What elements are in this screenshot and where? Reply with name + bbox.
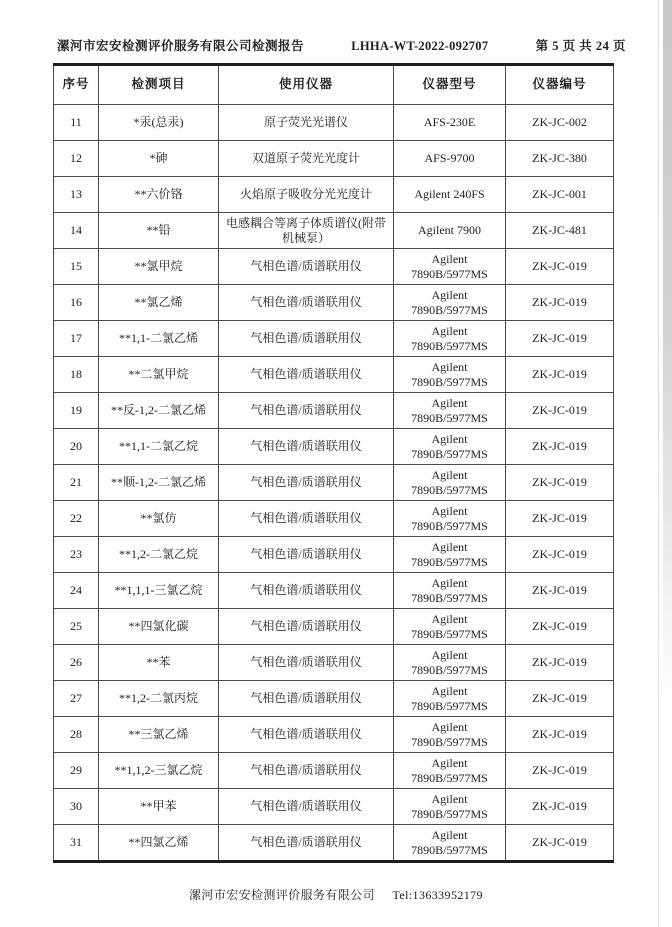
- cell-serial: ZK-JC-019: [506, 357, 614, 393]
- cell-model: AFS-9700: [394, 141, 506, 177]
- cell-model: Agilent 7890B/5977MS: [394, 249, 506, 285]
- cell-serial: ZK-JC-019: [506, 537, 614, 573]
- cell-no: 31: [54, 825, 99, 862]
- cell-no: 28: [54, 717, 99, 753]
- cell-model: Agilent 7890B/5977MS: [394, 825, 506, 862]
- table-row: [54, 501, 614, 537]
- table-row: [54, 573, 614, 609]
- report-title: 漯河市宏安检测评价服务有限公司检测报告: [57, 39, 305, 53]
- cell-serial: ZK-JC-019: [506, 249, 614, 285]
- cell-no: 14: [54, 213, 99, 249]
- table-row: [54, 609, 614, 645]
- cell-item: **四氯乙烯: [99, 825, 219, 862]
- cell-serial: ZK-JC-019: [506, 429, 614, 465]
- cell-item: **三氯乙烯: [99, 717, 219, 753]
- cell-serial: ZK-JC-019: [506, 393, 614, 429]
- scan-edge-line: [658, 0, 659, 927]
- page-header: [57, 36, 626, 54]
- table-row: [54, 429, 614, 465]
- cell-serial: ZK-JC-019: [506, 789, 614, 825]
- cell-item: *砷: [99, 141, 219, 177]
- cell-item: **甲苯: [99, 789, 219, 825]
- cell-no: 13: [54, 177, 99, 213]
- table-row: [54, 825, 614, 862]
- cell-model: Agilent 7890B/5977MS: [394, 573, 506, 609]
- cell-model: Agilent 7890B/5977MS: [394, 789, 506, 825]
- instrument-table-head: [54, 65, 614, 105]
- table-row: [54, 537, 614, 573]
- column-header-serial: 仪器编号: [506, 65, 614, 105]
- cell-serial: ZK-JC-019: [506, 645, 614, 681]
- table-row: [54, 789, 614, 825]
- cell-serial: ZK-JC-019: [506, 321, 614, 357]
- cell-no: 24: [54, 573, 99, 609]
- cell-no: 20: [54, 429, 99, 465]
- cell-no: 17: [54, 321, 99, 357]
- cell-model: Agilent 240FS: [394, 177, 506, 213]
- cell-model: Agilent 7890B/5977MS: [394, 681, 506, 717]
- footer-telephone: Tel:13633952179: [392, 888, 483, 902]
- cell-no: 26: [54, 645, 99, 681]
- cell-instrument: 气相色谱/质谱联用仪: [219, 501, 394, 537]
- cell-instrument: 气相色谱/质谱联用仪: [219, 681, 394, 717]
- cell-instrument: 气相色谱/质谱联用仪: [219, 465, 394, 501]
- cell-no: 16: [54, 285, 99, 321]
- cell-no: 19: [54, 393, 99, 429]
- cell-model: Agilent 7890B/5977MS: [394, 285, 506, 321]
- cell-model: Agilent 7890B/5977MS: [394, 357, 506, 393]
- cell-item: **1,2-二氯乙烷: [99, 537, 219, 573]
- cell-model: Agilent 7890B/5977MS: [394, 645, 506, 681]
- table-row: [54, 465, 614, 501]
- cell-serial: ZK-JC-002: [506, 105, 614, 141]
- cell-item: **氯甲烷: [99, 249, 219, 285]
- cell-instrument: 气相色谱/质谱联用仪: [219, 573, 394, 609]
- table-row: [54, 321, 614, 357]
- cell-no: 11: [54, 105, 99, 141]
- cell-item: **四氯化碳: [99, 609, 219, 645]
- cell-no: 29: [54, 753, 99, 789]
- table-row: [54, 249, 614, 285]
- cell-serial: ZK-JC-019: [506, 825, 614, 862]
- cell-instrument: 气相色谱/质谱联用仪: [219, 753, 394, 789]
- cell-model: Agilent 7890B/5977MS: [394, 537, 506, 573]
- cell-instrument: 气相色谱/质谱联用仪: [219, 537, 394, 573]
- cell-no: 21: [54, 465, 99, 501]
- cell-instrument: 气相色谱/质谱联用仪: [219, 609, 394, 645]
- cell-model: Agilent 7890B/5977MS: [394, 717, 506, 753]
- cell-item: **氯乙烯: [99, 285, 219, 321]
- cell-instrument: 气相色谱/质谱联用仪: [219, 393, 394, 429]
- cell-serial: ZK-JC-019: [506, 753, 614, 789]
- table-row: [54, 177, 614, 213]
- cell-model: Agilent 7890B/5977MS: [394, 465, 506, 501]
- column-header-model: 仪器型号: [394, 65, 506, 105]
- table-row: [54, 141, 614, 177]
- table-row: [54, 681, 614, 717]
- table-row: [54, 213, 614, 249]
- cell-item: **顺-1,2-二氯乙烯: [99, 465, 219, 501]
- cell-item: **铅: [99, 213, 219, 249]
- cell-instrument: 气相色谱/质谱联用仪: [219, 825, 394, 862]
- cell-instrument: 电感耦合等离子体质谱仪(附带机械泵）: [219, 213, 394, 249]
- report-number: LHHA-WT-2022-092707: [351, 39, 489, 53]
- page-footer: [6, 886, 666, 903]
- cell-serial: ZK-JC-001: [506, 177, 614, 213]
- cell-serial: ZK-JC-019: [506, 501, 614, 537]
- column-header-instrument: 使用仪器: [219, 65, 394, 105]
- cell-instrument: 气相色谱/质谱联用仪: [219, 285, 394, 321]
- cell-instrument: 原子荧光光谱仪: [219, 105, 394, 141]
- cell-item: **1,2-二氯丙烷: [99, 681, 219, 717]
- cell-item: **1,1,1-三氯乙烷: [99, 573, 219, 609]
- cell-model: Agilent 7890B/5977MS: [394, 753, 506, 789]
- cell-no: 23: [54, 537, 99, 573]
- cell-instrument: 气相色谱/质谱联用仪: [219, 717, 394, 753]
- table-row: [54, 645, 614, 681]
- cell-item: **氯仿: [99, 501, 219, 537]
- table-row: [54, 105, 614, 141]
- cell-item: **六价铬: [99, 177, 219, 213]
- cell-instrument: 气相色谱/质谱联用仪: [219, 645, 394, 681]
- scan-edge-shadow: [663, 0, 672, 700]
- cell-item: **苯: [99, 645, 219, 681]
- cell-serial: ZK-JC-019: [506, 465, 614, 501]
- cell-model: Agilent 7890B/5977MS: [394, 429, 506, 465]
- cell-instrument: 火焰原子吸收分光光度计: [219, 177, 394, 213]
- instrument-table-body: [54, 105, 614, 862]
- cell-no: 12: [54, 141, 99, 177]
- instrument-table: [53, 63, 614, 863]
- cell-no: 18: [54, 357, 99, 393]
- cell-model: Agilent 7890B/5977MS: [394, 393, 506, 429]
- column-header-item: 检测项目: [99, 65, 219, 105]
- cell-no: 27: [54, 681, 99, 717]
- cell-serial: ZK-JC-481: [506, 213, 614, 249]
- cell-model: AFS-230E: [394, 105, 506, 141]
- cell-item: **1,1,2-三氯乙烷: [99, 753, 219, 789]
- cell-serial: ZK-JC-019: [506, 681, 614, 717]
- footer-company: 漯河市宏安检测评价服务有限公司: [189, 888, 376, 902]
- cell-item: **1,1-二氯乙烯: [99, 321, 219, 357]
- cell-instrument: 气相色谱/质谱联用仪: [219, 249, 394, 285]
- cell-no: 22: [54, 501, 99, 537]
- table-row: [54, 753, 614, 789]
- cell-model: Agilent 7900: [394, 213, 506, 249]
- cell-item: *汞(总汞): [99, 105, 219, 141]
- cell-no: 30: [54, 789, 99, 825]
- cell-serial: ZK-JC-019: [506, 573, 614, 609]
- cell-serial: ZK-JC-380: [506, 141, 614, 177]
- page-number-label: 第 5 页 共 24 页: [535, 39, 626, 53]
- table-row: [54, 357, 614, 393]
- cell-serial: ZK-JC-019: [506, 285, 614, 321]
- cell-instrument: 气相色谱/质谱联用仪: [219, 321, 394, 357]
- cell-instrument: 双道原子荧光光度计: [219, 141, 394, 177]
- cell-model: Agilent 7890B/5977MS: [394, 609, 506, 645]
- table-row: [54, 393, 614, 429]
- cell-model: Agilent 7890B/5977MS: [394, 321, 506, 357]
- cell-instrument: 气相色谱/质谱联用仪: [219, 429, 394, 465]
- instrument-table-container: [53, 63, 613, 863]
- column-header-no: 序号: [54, 65, 99, 105]
- cell-item: **二氯甲烷: [99, 357, 219, 393]
- table-row: [54, 717, 614, 753]
- cell-instrument: 气相色谱/质谱联用仪: [219, 789, 394, 825]
- cell-no: 25: [54, 609, 99, 645]
- cell-model: Agilent 7890B/5977MS: [394, 501, 506, 537]
- cell-serial: ZK-JC-019: [506, 609, 614, 645]
- cell-instrument: 气相色谱/质谱联用仪: [219, 357, 394, 393]
- cell-item: **反-1,2-二氯乙烯: [99, 393, 219, 429]
- cell-item: **1,1-二氯乙烷: [99, 429, 219, 465]
- table-row: [54, 285, 614, 321]
- cell-serial: ZK-JC-019: [506, 717, 614, 753]
- cell-no: 15: [54, 249, 99, 285]
- header-row: [54, 65, 614, 105]
